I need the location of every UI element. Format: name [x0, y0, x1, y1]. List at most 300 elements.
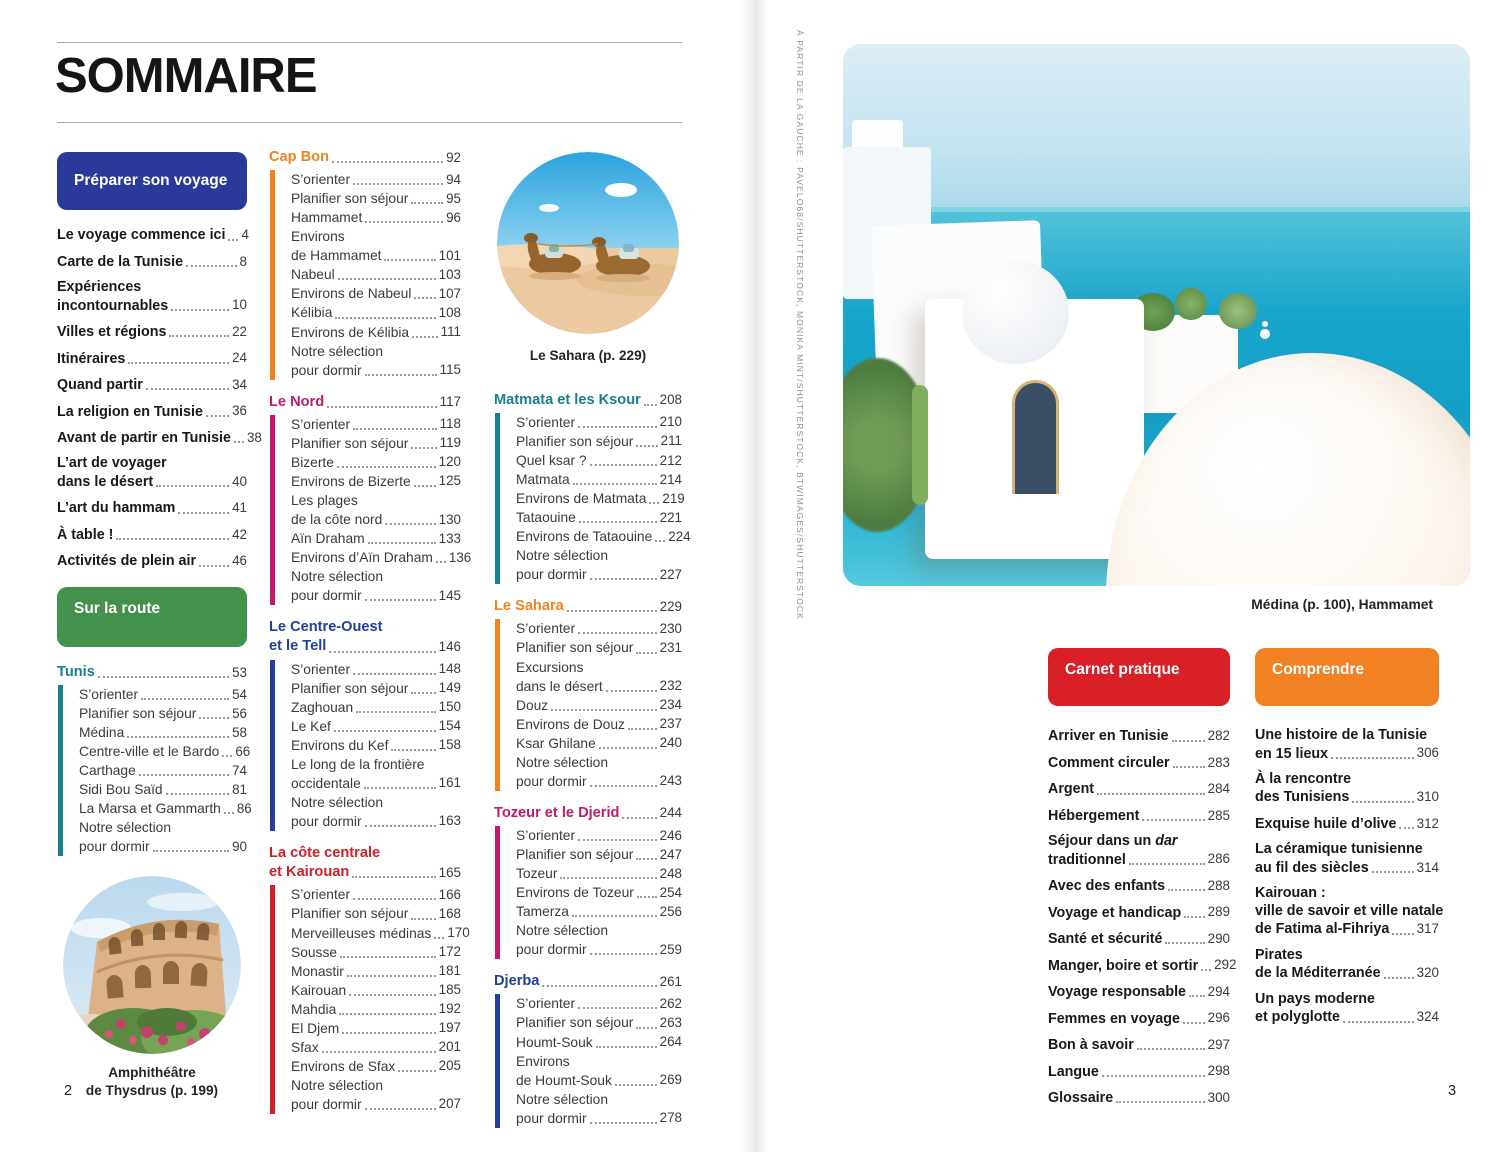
- toc-entry: [79, 723, 247, 742]
- toc-entry-label: Tozeur et le Djerid: [494, 804, 620, 821]
- toc-entry: [57, 552, 247, 571]
- toc-entry: [291, 793, 461, 831]
- toc-page-number: 205: [438, 1058, 461, 1074]
- toc-page-number: 247: [659, 846, 682, 862]
- toc-entry-label: Argent: [1048, 781, 1095, 798]
- toc-entry-label: Djerba: [494, 973, 540, 990]
- dot-leader: [365, 825, 436, 827]
- toc-entry-label: S’orienter: [291, 887, 351, 903]
- toc-page-number: 118: [439, 416, 461, 432]
- toc-entry-label: Aïn Draham: [291, 531, 365, 547]
- toc-page-number: 117: [439, 394, 461, 410]
- toc-entry-label: Quand partir: [57, 377, 143, 393]
- toc-entry-label: Kélibia: [291, 305, 333, 321]
- dot-leader: [606, 690, 657, 692]
- toc-page-number: 146: [438, 639, 461, 655]
- toc-entry: [291, 284, 461, 303]
- dot-leader: [578, 426, 657, 428]
- toc-section-title: [494, 597, 682, 616]
- toc-section: [494, 597, 682, 791]
- toc-entry-label: Planifier son séjour: [516, 433, 634, 449]
- toc-page-number: 119: [439, 435, 461, 451]
- photo-dome-finial: [1260, 329, 1270, 339]
- toc-entry: [516, 864, 682, 883]
- toc-entry-label: Le voyage commence ici: [57, 227, 226, 244]
- toc-entry-label: Sousse: [291, 944, 338, 960]
- toc-page-number: 219: [662, 490, 685, 506]
- toc-entry: [291, 208, 461, 227]
- dot-leader: [1184, 916, 1204, 918]
- toc-entry: [516, 883, 682, 902]
- toc-entry-label: et Kairouan: [269, 864, 350, 881]
- toc-entry-label: incontournables: [57, 297, 169, 314]
- section-box-comprendre: Comprendre: [1255, 648, 1439, 706]
- toc-entry: [291, 736, 461, 755]
- toc-page-number: 282: [1207, 728, 1230, 743]
- dot-leader: [398, 1070, 435, 1072]
- carnet-toc-list: [1048, 727, 1237, 1107]
- toc-entry: [516, 619, 682, 638]
- dot-leader: [327, 406, 437, 408]
- dot-leader: [572, 915, 657, 917]
- toc-entry-label: Hébergement: [1048, 807, 1140, 824]
- toc-entry-label: Environs d’Aïn Draham: [291, 550, 433, 566]
- dot-leader: [655, 540, 665, 542]
- toc-entry-label: Femmes en voyage: [1048, 1010, 1180, 1027]
- toc-entry-label: Planifier son séjour: [291, 191, 409, 207]
- toc-entry: [1255, 841, 1439, 877]
- toc-entry-label: Langue: [1048, 1063, 1099, 1080]
- dot-leader: [329, 651, 435, 653]
- toc-entry: [57, 526, 247, 545]
- toc-page-number: 54: [232, 686, 247, 702]
- toc-section-title: [57, 663, 247, 682]
- toc-page-number: 74: [232, 762, 247, 778]
- toc-entry-label: Bizerte: [291, 454, 334, 470]
- toc-entry-line: Le long de la frontière: [291, 756, 425, 772]
- toc-entry: [516, 1090, 682, 1128]
- dot-leader: [364, 787, 436, 789]
- toc-entry: [291, 885, 461, 904]
- dot-leader: [352, 876, 435, 878]
- dot-leader: [434, 937, 444, 939]
- toc-entry: [79, 704, 247, 723]
- toc-entry-label: Ksar Ghilane: [516, 735, 596, 751]
- toc-entry: [516, 921, 682, 959]
- dot-leader: [337, 466, 436, 468]
- toc-entry: [1048, 983, 1230, 1002]
- dot-leader: [365, 221, 443, 223]
- dot-leader: [199, 565, 229, 567]
- toc-entry-label: Environs de Bizerte: [291, 473, 411, 489]
- toc-page-number: 289: [1207, 904, 1230, 920]
- toc-section-title: [269, 618, 461, 657]
- toc-section-title: [494, 972, 682, 991]
- toc-page-number: 58: [232, 724, 247, 740]
- toc-entry: [291, 491, 461, 529]
- toc-page-number: 148: [438, 661, 461, 677]
- dot-leader: [1129, 863, 1205, 865]
- toc-entry: [291, 679, 461, 698]
- toc-entry-label: dans le désert: [57, 473, 154, 490]
- dot-leader: [353, 898, 436, 900]
- toc-section-items: [270, 660, 461, 831]
- toc-entry: [516, 696, 682, 715]
- toc-entry: [79, 780, 247, 799]
- dot-leader: [146, 388, 229, 390]
- dot-leader: [596, 1046, 657, 1048]
- dot-leader: [199, 717, 229, 719]
- dot-leader: [116, 538, 229, 540]
- dot-leader: [335, 317, 435, 319]
- toc-entry-label: et polyglotte: [1255, 1009, 1340, 1026]
- toc-page-number: 254: [659, 884, 682, 900]
- toc-page-number: 284: [1207, 781, 1230, 796]
- toc-page-number: 133: [438, 530, 461, 546]
- title-underline-rule: [57, 122, 682, 123]
- toc-entry-line: La côte centrale: [269, 844, 381, 861]
- dot-leader: [1172, 740, 1205, 742]
- toc-entry-label: L’art du hammam: [57, 500, 176, 517]
- dot-leader: [578, 1007, 657, 1009]
- toc-page-number: 261: [659, 973, 682, 989]
- dot-leader: [1102, 1075, 1205, 1077]
- toc-entry-label: Carte de la Tunisie: [57, 253, 184, 270]
- toc-entry-line: À la rencontre: [1255, 770, 1352, 787]
- toc-page-number: 34: [232, 376, 247, 392]
- dot-leader: [169, 335, 229, 337]
- dot-leader: [578, 632, 657, 634]
- toc-entry: [1255, 947, 1439, 983]
- toc-page-number: 214: [659, 471, 682, 487]
- toc-page-number: 288: [1207, 877, 1230, 893]
- dot-leader: [560, 877, 656, 879]
- toc-entry: [291, 303, 461, 322]
- section-box-preparer-son-voyage: Préparer son voyage: [57, 152, 247, 210]
- toc-entry-label: de Hammamet: [291, 248, 382, 264]
- toc-page-number: 286: [1207, 851, 1230, 867]
- toc-entry: [291, 924, 470, 943]
- toc-entry: [1048, 727, 1230, 746]
- toc-entry: [79, 742, 251, 761]
- dot-leader: [222, 755, 232, 757]
- page-gutter: [740, 0, 768, 1152]
- toc-entry-label: Merveilleuses médinas: [291, 925, 432, 941]
- dot-leader: [178, 512, 229, 514]
- toc-page-number: 237: [659, 716, 682, 732]
- toc-entry: [57, 402, 247, 421]
- toc-page-number: 263: [659, 1015, 682, 1031]
- toc-entry: [291, 227, 461, 265]
- toc-entry-label: Médina: [79, 725, 125, 741]
- toc-entry-label: Tunis: [57, 663, 95, 680]
- toc-entry: [291, 660, 461, 679]
- toc-page-number: 38: [246, 429, 262, 445]
- toc-page-number: 66: [235, 743, 251, 759]
- toc-section-title: [494, 391, 682, 410]
- toc-page-number: 278: [659, 1110, 682, 1126]
- toc-entry: [291, 265, 461, 284]
- toc-page-number: 256: [659, 903, 682, 919]
- dot-leader: [1399, 827, 1413, 829]
- sahara-caption: Le Sahara (p. 229): [529, 348, 647, 363]
- toc-page-number: 201: [438, 1039, 461, 1055]
- dot-leader: [206, 415, 229, 417]
- toc-page-number: 130: [438, 511, 461, 527]
- toc-entry-label: Environs de Kélibia: [291, 324, 410, 340]
- toc-entry-label: pour dormir: [79, 839, 150, 855]
- comprendre-toc-list: [1255, 727, 1444, 1027]
- toc-entry: [291, 567, 461, 605]
- toc-entry-line: Une histoire de la Tunisie: [1255, 727, 1428, 743]
- dot-leader: [622, 817, 656, 819]
- toc-entry: [291, 170, 461, 189]
- toc-page-number: 229: [659, 598, 682, 614]
- toc-page-number: 246: [659, 827, 682, 843]
- toc-entry-label: Monastir: [291, 963, 344, 979]
- medina-caption: Médina (p. 100), Hammamet: [1251, 597, 1433, 612]
- toc-entry-line: Notre sélection: [516, 754, 609, 770]
- toc-entry-label: Itinéraires: [57, 350, 126, 367]
- toc-entry: [516, 1013, 682, 1032]
- toc-entry-label: S’orienter: [516, 996, 576, 1012]
- toc-entry: [1048, 780, 1230, 799]
- toc-page-number: 92: [446, 149, 461, 165]
- toc-column-3: [494, 150, 691, 1141]
- toc-entry-line: Expériences: [57, 279, 142, 295]
- dot-leader: [1168, 889, 1205, 891]
- toc-entry-label: Planifier son séjour: [291, 680, 409, 696]
- toc-entry: [516, 994, 682, 1013]
- toc-entry: [291, 755, 461, 793]
- toc-page-number: 231: [659, 640, 682, 656]
- toc-entry-label: S’orienter: [291, 416, 351, 432]
- toc-entry: [291, 189, 461, 208]
- toc-page-number: 125: [438, 473, 461, 489]
- toc-entry-label: El Djem: [291, 1020, 340, 1036]
- toc-sections-col1: [57, 663, 252, 857]
- toc-page-number: 115: [439, 362, 461, 378]
- toc-page-number: 212: [659, 452, 682, 468]
- toc-page-number: 96: [446, 209, 461, 225]
- toc-entry: [1255, 885, 1444, 938]
- dot-leader: [228, 239, 238, 241]
- toc-entry-label: Douz: [516, 697, 549, 713]
- toc-section-items: [495, 619, 682, 790]
- toc-entry-label: Arriver en Tunisie: [1048, 728, 1169, 745]
- dot-leader: [590, 578, 657, 580]
- toc-entry-label: Environs du Kef: [291, 737, 389, 753]
- dot-leader: [599, 747, 657, 749]
- toc-page-number: 292: [1214, 957, 1237, 973]
- dot-leader: [579, 521, 657, 523]
- toc-entry-label: Tozeur: [516, 866, 558, 882]
- toc-section-title: [494, 804, 682, 823]
- toc-entry: [516, 715, 682, 734]
- toc-entry-line: Notre sélection: [516, 923, 609, 939]
- carnet-pratique-column: [1048, 648, 1237, 1115]
- toc-page-number: 232: [659, 678, 682, 694]
- toc-entry-label: de la Méditerranée: [1255, 965, 1381, 982]
- toc-section: [269, 148, 461, 380]
- toc-entry: [1048, 1089, 1230, 1108]
- toc-entry-label: Sidi Bou Saïd: [79, 782, 163, 798]
- toc-entry-label: Exquise huile d’olive: [1255, 815, 1397, 832]
- toc-entry: [291, 943, 461, 962]
- dot-leader: [1116, 1101, 1204, 1103]
- toc-entry: [291, 453, 461, 472]
- toc-entry-label: S’orienter: [516, 414, 576, 430]
- toc-entry-label: Glossaire: [1048, 1090, 1114, 1106]
- toc-entry: [291, 1038, 461, 1057]
- toc-entry-label: pour dormir: [291, 813, 362, 829]
- toc-entry-label: Le Sahara: [494, 598, 564, 615]
- toc-entry: [516, 1052, 682, 1090]
- dot-leader: [636, 1027, 656, 1029]
- dot-leader: [551, 709, 656, 711]
- top-rule: [57, 42, 682, 43]
- toc-entry: [57, 226, 247, 245]
- toc-page-number: 154: [438, 718, 461, 734]
- toc-page-number: 185: [438, 982, 461, 998]
- toc-entry-line: Le Centre-Ouest: [269, 619, 383, 636]
- dot-leader: [411, 918, 435, 920]
- dot-leader: [171, 309, 229, 311]
- dot-leader: [347, 975, 436, 977]
- toc-entry-line: La céramique tunisienne: [1255, 841, 1423, 858]
- toc-page-number: 259: [659, 941, 682, 957]
- left-page-number: 2: [64, 1083, 73, 1099]
- toc-page-number: 290: [1207, 930, 1230, 946]
- dot-leader: [628, 728, 657, 730]
- dot-leader: [384, 259, 435, 261]
- toc-entry-label: Voyage et handicap: [1048, 904, 1182, 921]
- toc-entry-line: L’art de voyager: [57, 455, 167, 472]
- toc-entry-label: Carthage: [79, 763, 136, 779]
- toc-page-number: 269: [659, 1072, 682, 1088]
- toc-page-number: 306: [1416, 745, 1439, 761]
- toc-section: [269, 393, 472, 606]
- dot-leader: [365, 1108, 436, 1110]
- photo-plant: [1219, 293, 1257, 328]
- toc-entry: [57, 349, 247, 368]
- toc-entry-label: de Fatima al-Fihriya: [1255, 921, 1390, 938]
- toc-entry-line: Environs: [291, 229, 345, 245]
- toc-entry: [516, 508, 682, 527]
- toc-entry: [516, 451, 682, 470]
- toc-entry-line: Excursions: [516, 659, 584, 675]
- toc-entry: [1048, 903, 1230, 922]
- dot-leader: [340, 956, 436, 958]
- toc-page-number: 312: [1416, 815, 1439, 831]
- toc-entry: [516, 413, 682, 432]
- toc-page-number: 227: [659, 566, 682, 582]
- toc-entry-label: Cap Bon: [269, 149, 329, 165]
- toc-entry: [1048, 1062, 1230, 1081]
- toc-entry: [291, 1057, 461, 1076]
- toc-entry: [516, 658, 682, 696]
- toc-entry: [1255, 727, 1439, 763]
- dot-leader: [1142, 819, 1204, 821]
- toc-entry-label: Tamerza: [516, 904, 569, 920]
- dot-leader: [411, 447, 436, 449]
- toc-entry-label: Environs de Matmata: [516, 491, 647, 507]
- dot-leader: [573, 483, 657, 485]
- toc-entry: [57, 455, 247, 491]
- toc-entry-label: au fil des siècles: [1255, 859, 1369, 876]
- toc-entry-label: Activités de plein air: [57, 553, 197, 570]
- dot-leader: [411, 692, 435, 694]
- dot-leader: [636, 652, 656, 654]
- toc-page-number: 300: [1207, 1089, 1230, 1105]
- dot-leader: [542, 985, 656, 987]
- toc-page-number: 210: [659, 414, 682, 430]
- toc-entry-label: de Houmt-Souk: [516, 1072, 612, 1088]
- toc-page-number: 192: [438, 1001, 461, 1017]
- toc-entry: [516, 826, 682, 845]
- toc-entry: [79, 799, 252, 818]
- toc-entry-label: Sfax: [291, 1039, 319, 1055]
- toc-entry: [291, 548, 472, 567]
- dot-leader: [391, 749, 435, 751]
- toc-page-number: 22: [232, 323, 247, 339]
- toc-entry-line: Séjour dans un dar: [1048, 833, 1178, 849]
- photo-horizon: [843, 207, 1470, 212]
- toc-entry: [1048, 956, 1237, 975]
- toc-entry-label: pour dormir: [516, 773, 587, 789]
- toc-entry: [516, 527, 691, 546]
- toc-page-number: 283: [1207, 754, 1230, 770]
- dot-leader: [414, 485, 436, 487]
- toc-entry: [57, 499, 247, 518]
- toc-page-number: 262: [659, 995, 682, 1011]
- dot-leader: [1097, 793, 1205, 795]
- dot-leader: [186, 265, 236, 267]
- toc-entry: [1048, 807, 1230, 826]
- toc-entry-label: pour dormir: [291, 588, 362, 604]
- toc-page-number: 161: [438, 775, 461, 791]
- amphitheatre-caption: [57, 1064, 247, 1099]
- dot-leader: [334, 730, 436, 732]
- toc-entry-label: pour dormir: [516, 1110, 587, 1126]
- toc-page-number: 81: [232, 781, 247, 797]
- toc-entry-label: S’orienter: [79, 687, 139, 703]
- toc-entry-label: pour dormir: [291, 362, 362, 378]
- dot-leader: [353, 183, 443, 185]
- toc-entry: [516, 734, 682, 753]
- toc-entry: [1048, 1009, 1230, 1028]
- dot-leader: [385, 523, 435, 525]
- toc-entry-label: Environs de Tozeur: [516, 885, 634, 901]
- toc-entry-label: S’orienter: [291, 661, 351, 677]
- toc-page-number: 243: [659, 773, 682, 789]
- toc-entry-label: dans le désert: [516, 678, 603, 694]
- dot-leader: [590, 785, 657, 787]
- toc-entry: [291, 342, 461, 380]
- toc-page-number: 36: [232, 403, 247, 419]
- toc-page-number: 207: [438, 1096, 461, 1112]
- toc-entry: [1048, 930, 1230, 949]
- toc-entry-label: Kairouan: [291, 982, 347, 998]
- toc-page-number: 24: [232, 350, 247, 366]
- toc-page-number: 211: [660, 433, 682, 449]
- photo-arched-door: [1012, 380, 1059, 494]
- toc-page-number: 297: [1207, 1036, 1230, 1052]
- toc-entry: [57, 429, 262, 448]
- toc-entry-label: Manger, boire et sortir: [1048, 957, 1199, 974]
- dot-leader: [615, 1084, 657, 1086]
- dot-leader: [339, 1013, 435, 1015]
